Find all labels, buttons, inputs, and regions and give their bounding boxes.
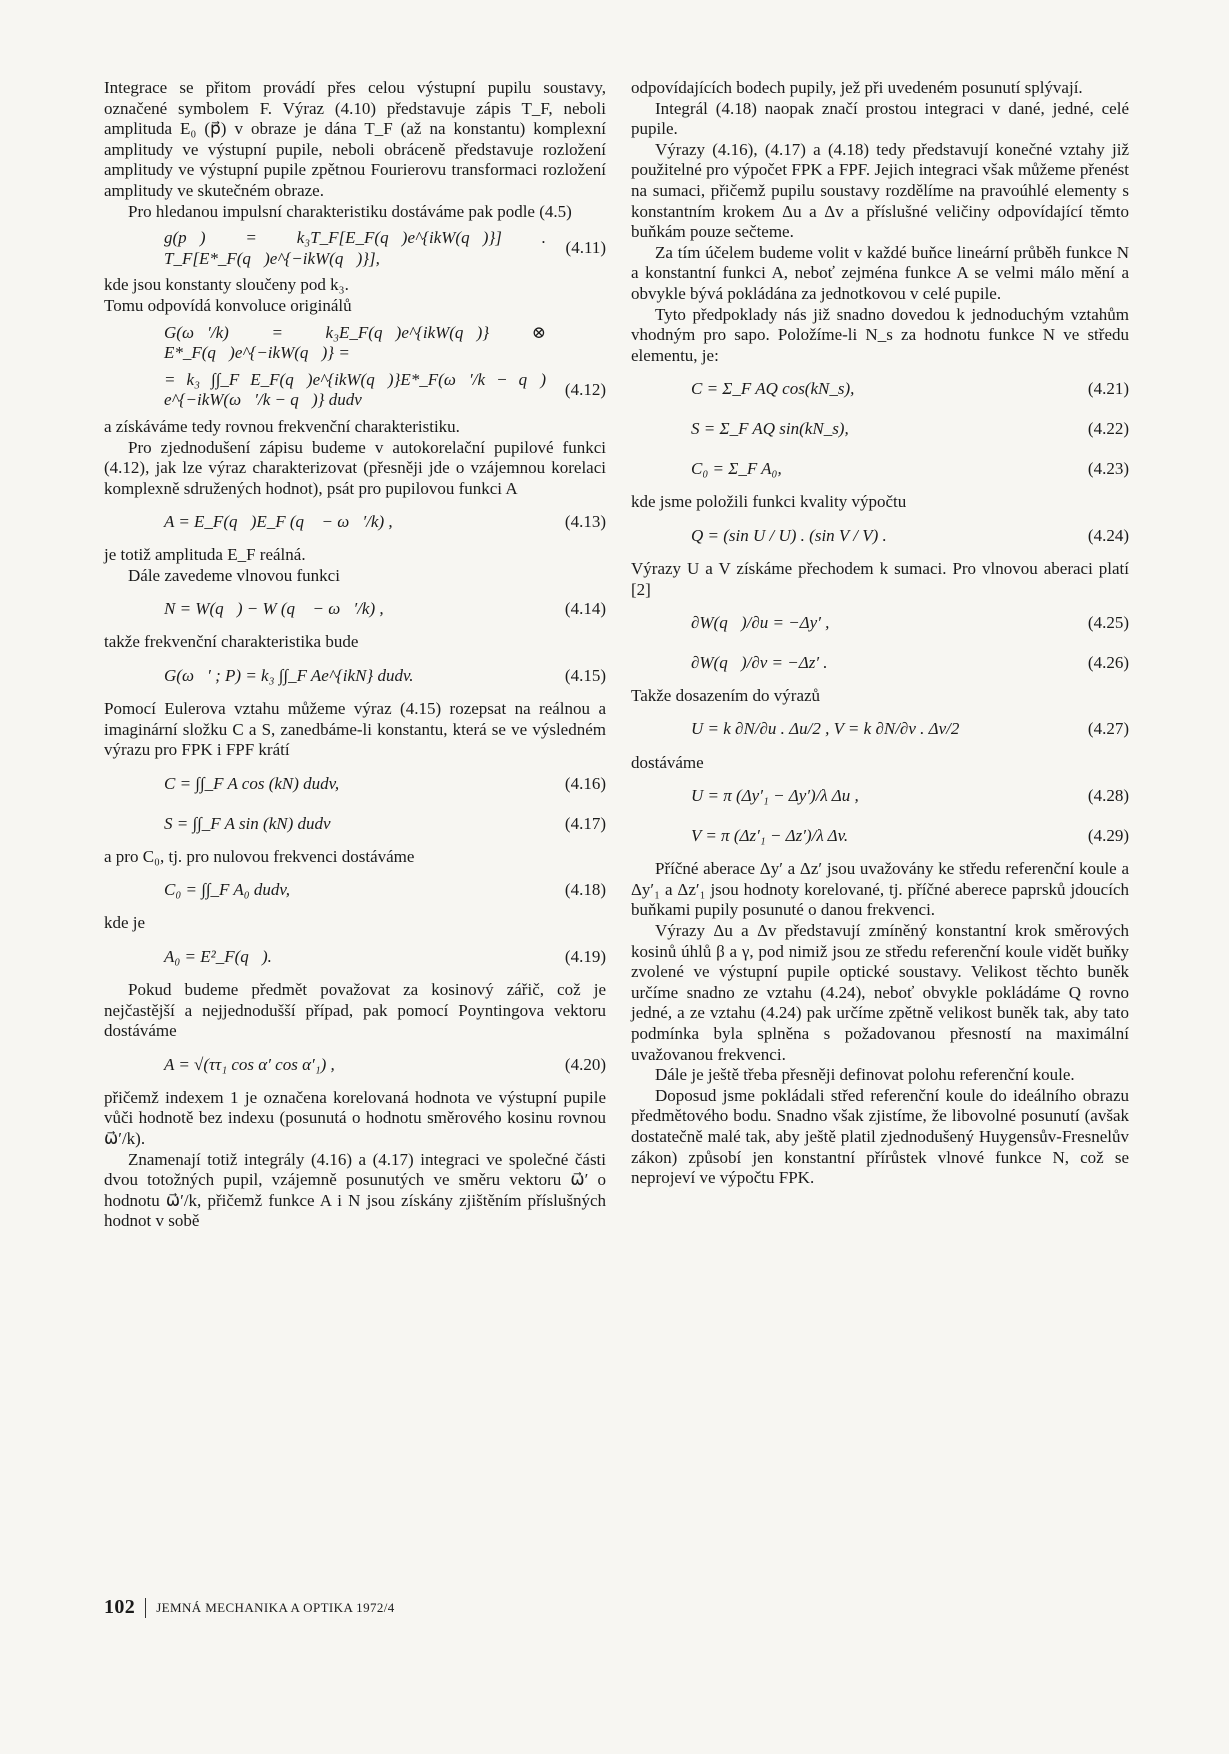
equation-number: (4.19) [564, 946, 606, 966]
equation-formula: U = k ∂N/∂u . Δu/2 , V = k ∂N/∂v . Δv/2 [691, 719, 960, 739]
equation-number: (4.27) [1087, 719, 1129, 739]
paragraph: Znamenají totiž integrály (4.16) a (4.17) integraci ve společné části dvou totožných pupil, vzájemně posunutých ve směru vektoru ω⃗′ o hodnotu ω⃗′/k, přičemž funkce A i N jsou získány zjištěním příslušných hodnot v sobě [104, 1149, 606, 1231]
paragraph: Pomocí Eulerova vztahu můžeme výraz (4.15) rozepsat na reálnou a imaginární složku C a S, zanedbáme-li konstantu, která se ve výsledném výrazu pro FPK i FPF krátí [104, 699, 606, 760]
paragraph: Za tím účelem budeme volit v každé buňce lineární průběh funkce N a konstantní funkci A, neboť zejména funkce A se velmi málo mění a obvykle bývá pokládána za jednotkovou v celé pupile. [631, 242, 1129, 303]
paragraph: Integrace se přitom provádí přes celou výstupní pupilu soustavy, označené symbolem F. Výraz (4.10) představuje zápis T_F, neboli amplituda E₀ (p⃗) v obraze je dána T_F (až na konstantu) komplexní amplitudy ve výstupní pupile, neboli obráceně představuje rozložení amplitudy ve výstupní pupile zpětnou Fourierovu transformaci rozložení amplitudy ve skutečném obraze. [104, 78, 606, 200]
equation-formula: C = Σ_F AQ cos(kN_s), [691, 379, 855, 399]
paragraph: Výrazy (4.16), (4.17) a (4.18) tedy představují konečné vztahy již použitelné pro výpočet FPK a FPF. Jejich integraci však můžeme přenést na sumaci, přičemž pupilu soustavy rozdělíme na pravoúhlé elementy s konstantním krokem Δu a Δv a příslušné veličiny odpovídající těmto buňkám pouze sečteme. [631, 139, 1129, 242]
equation-4-15 [104, 659, 606, 693]
equation-number: (4.14) [564, 599, 606, 619]
equation-4-26 [631, 646, 1129, 680]
page-number: 102 [104, 1596, 136, 1618]
equation-number: (4.26) [1087, 652, 1129, 672]
equation-formula: g(p⃗) = k₃T_F[E_F(q⃗)e^{ikW(q⃗)}] . T_F[E*_F(q⃗)e^{−ikW(q⃗)}], [164, 228, 546, 268]
paragraph: kde jsme položili funkci kvality výpočtu [631, 492, 907, 512]
paragraph: dostáváme [631, 752, 704, 772]
equation-formula: A₀ = E²_F(q⃗). [164, 946, 272, 966]
equation-number: (4.20) [564, 1054, 606, 1074]
paragraph: Dále zavedeme vlnovou funkci [128, 565, 340, 585]
paragraph: Tomu odpovídá konvoluce originálů [104, 295, 352, 315]
page-footer [104, 1596, 395, 1619]
equation-formula: A = E_F(q⃗)E_F (q⃗ − ω⃗′/k) , [164, 511, 393, 531]
footer-divider [145, 1598, 146, 1618]
equation-formula: Q = (sin U / U) . (sin V / V) . [691, 525, 887, 545]
equation-4-23 [631, 452, 1129, 486]
equation-4-13 [104, 505, 606, 539]
equation-formula: G(ω⃗′ ; P) = k₃ ∫∫_F Ae^{ikN} dudv. [164, 665, 414, 685]
paragraph: Pokud budeme předmět považovat za kosinový zářič, což je nejčastější a nejjednodušší případ, pak pomocí Poyntingova vektoru dostáváme [104, 980, 606, 1041]
journal-name: JEMNÁ MECHANIKA A OPTIKA 1972/4 [156, 1599, 395, 1615]
equation-formula: C = ∫∫_F A cos (kN) dudv, [164, 773, 340, 793]
paragraph: Pro zjednodušení zápisu budeme v autokorelační pupilové funkci (4.12), jak lze výraz charakterizovat (přesněji jde o vzájemnou korelaci komplexně sdružených hodnot), psát pro pupilovou funkci A [104, 437, 606, 498]
equation-number: (4.12) [564, 380, 606, 400]
equation-number: (4.28) [1087, 785, 1129, 805]
equation-4-29 [631, 819, 1129, 853]
paragraph: Výrazy U a V získáme přechodem k sumaci. Pro vlnovou aberaci platí [2] [631, 558, 1129, 599]
equation-number: (4.23) [1087, 459, 1129, 479]
equation-formula: S = ∫∫_F A sin (kN) dudv [164, 813, 331, 833]
paragraph: přičemž indexem 1 je označena korelovaná hodnota ve výstupní pupile vůči hodnotě bez indexu (posunutá o hodnotu směrového kosinu rovnou ω⃗′/k). [104, 1087, 606, 1148]
paragraph: a získáváme tedy rovnou frekvenční charakteristiku. [104, 416, 460, 436]
equation-formula: U = π (Δy′₁ − Δy′)/λ Δu , [691, 785, 859, 805]
equation-4-19 [104, 940, 606, 974]
equation-number: (4.25) [1087, 612, 1129, 632]
equation-formula: C₀ = ∫∫_F A₀ dudv, [164, 880, 290, 900]
equation-4-12-line-2 [104, 370, 606, 411]
equation-4-27 [631, 713, 1129, 747]
equation-number: (4.16) [564, 773, 606, 793]
equation-number: (4.24) [1087, 525, 1129, 545]
equation-4-20 [104, 1048, 606, 1082]
equation-4-17 [104, 807, 606, 841]
paragraph: a pro C₀, tj. pro nulovou frekvenci dostáváme [104, 846, 415, 866]
paragraph: Příčné aberace Δy′ a Δz′ jsou uvažovány ke středu referenční koule a Δy′₁ a Δz′₁ jsou hodnoty korelované, tj. příčné aberece paprsků jdoucích buňkami pupily posunuté o danou frekvenci. [631, 859, 1129, 920]
equation-formula: V = π (Δz′₁ − Δz′)/λ Δv. [691, 825, 849, 845]
equation-formula: = k₃ ∫∫_F E_F(q⃗)e^{ikW(q⃗)}E*_F(ω⃗′/k − q⃗) e^{−ikW(ω⃗′/k − q⃗)} dudv [164, 369, 546, 410]
equation-formula: C₀ = Σ_F A₀, [691, 459, 782, 479]
equation-formula: G(ω⃗′/k) = k₃E_F(q⃗)e^{ikW(q⃗)} ⊗ E*_F(q⃗)e^{−ikW(q⃗)} = [164, 322, 546, 363]
equation-4-14 [104, 592, 606, 626]
paragraph: kde je [104, 913, 146, 933]
equation-number: (4.15) [564, 665, 606, 685]
equation-4-18 [104, 873, 606, 907]
equation-4-22 [631, 412, 1129, 446]
equation-number: (4.29) [1087, 825, 1129, 845]
equation-number: (4.21) [1087, 379, 1129, 399]
left-column [104, 78, 606, 1232]
paragraph: Takže dosazením do výrazů [631, 686, 821, 706]
equation-4-11 [104, 228, 606, 269]
paragraph: Tyto předpoklady nás již snadno dovedou k jednoduchým vztahům vhodným pro sapo. Položíme-li N_s za hodnotu funkce N ve středu elementu, je: [631, 304, 1129, 365]
paragraph: Doposud jsme pokládali střed referenční koule do ideálního obrazu předmětového bodu. Snadno však zjistíme, že libovolné posunutí (avšak dostatečně malé tak, aby ještě platil zjednodušený Huygensův-Fresnelův zákon) způsobí jen konstantní přírůstek vlnové funkce N, což se neprojeví ve výpočtu FPK. [631, 1085, 1129, 1188]
equation-4-12-line-1 [104, 323, 606, 364]
equation-4-16 [104, 767, 606, 801]
paragraph: Dále je ještě třeba přesněji definovat polohu referenční koule. [655, 1065, 1075, 1085]
equation-formula: A = √(ττ₁ cos α′ cos α′₁) , [164, 1054, 335, 1074]
equation-4-24 [631, 519, 1129, 553]
equation-number: (4.11) [565, 238, 606, 258]
equation-formula: N = W(q⃗) − W (q⃗ − ω⃗′/k) , [164, 599, 384, 619]
paragraph: je totiž amplituda E_F reálná. [104, 545, 306, 565]
paragraph: Pro hledanou impulsní charakteristiku dostáváme pak podle (4.5) [128, 201, 572, 221]
right-column [631, 78, 1129, 1189]
equation-number: (4.18) [564, 880, 606, 900]
equation-4-28 [631, 779, 1129, 813]
equation-formula: ∂W(q⃗)/∂v = −Δz′ . [691, 652, 828, 672]
equation-formula: S = Σ_F AQ sin(kN_s), [691, 419, 849, 439]
paragraph: takže frekvenční charakteristika bude [104, 632, 359, 652]
paragraph: kde jsou konstanty sloučeny pod k₃. [104, 275, 349, 295]
equation-number: (4.17) [564, 813, 606, 833]
paragraph: Výrazy Δu a Δv představují zmíněný konstantní krok směrových kosinů úhlů β a γ, pod nimiž jsou ze středu referenční koule vidět buňky zvolené ve výstupní pupile optické soustavy. Velikost těchto buněk určíme snadno ze vztahu (4.24), neboť obvykle pokládáme Q rovno jedné, a ze vztahu (4.24) pak určíme zpětně velikost buněk tak, aby tato podmínka byla splněna s požadovanou přesností na maximální uvažovanou frekvenci. [631, 921, 1129, 1064]
paragraph: odpovídajících bodech pupily, jež při uvedeném posunutí splývají. [631, 78, 1083, 97]
equation-formula: ∂W(q⃗)/∂u = −Δy′ , [691, 612, 830, 632]
equation-4-21 [631, 372, 1129, 406]
equation-number: (4.13) [564, 511, 606, 531]
paragraph: Integrál (4.18) naopak značí prostou integraci v dané, jedné, celé pupile. [631, 98, 1129, 139]
equation-4-25 [631, 606, 1129, 640]
equation-number: (4.22) [1087, 419, 1129, 439]
